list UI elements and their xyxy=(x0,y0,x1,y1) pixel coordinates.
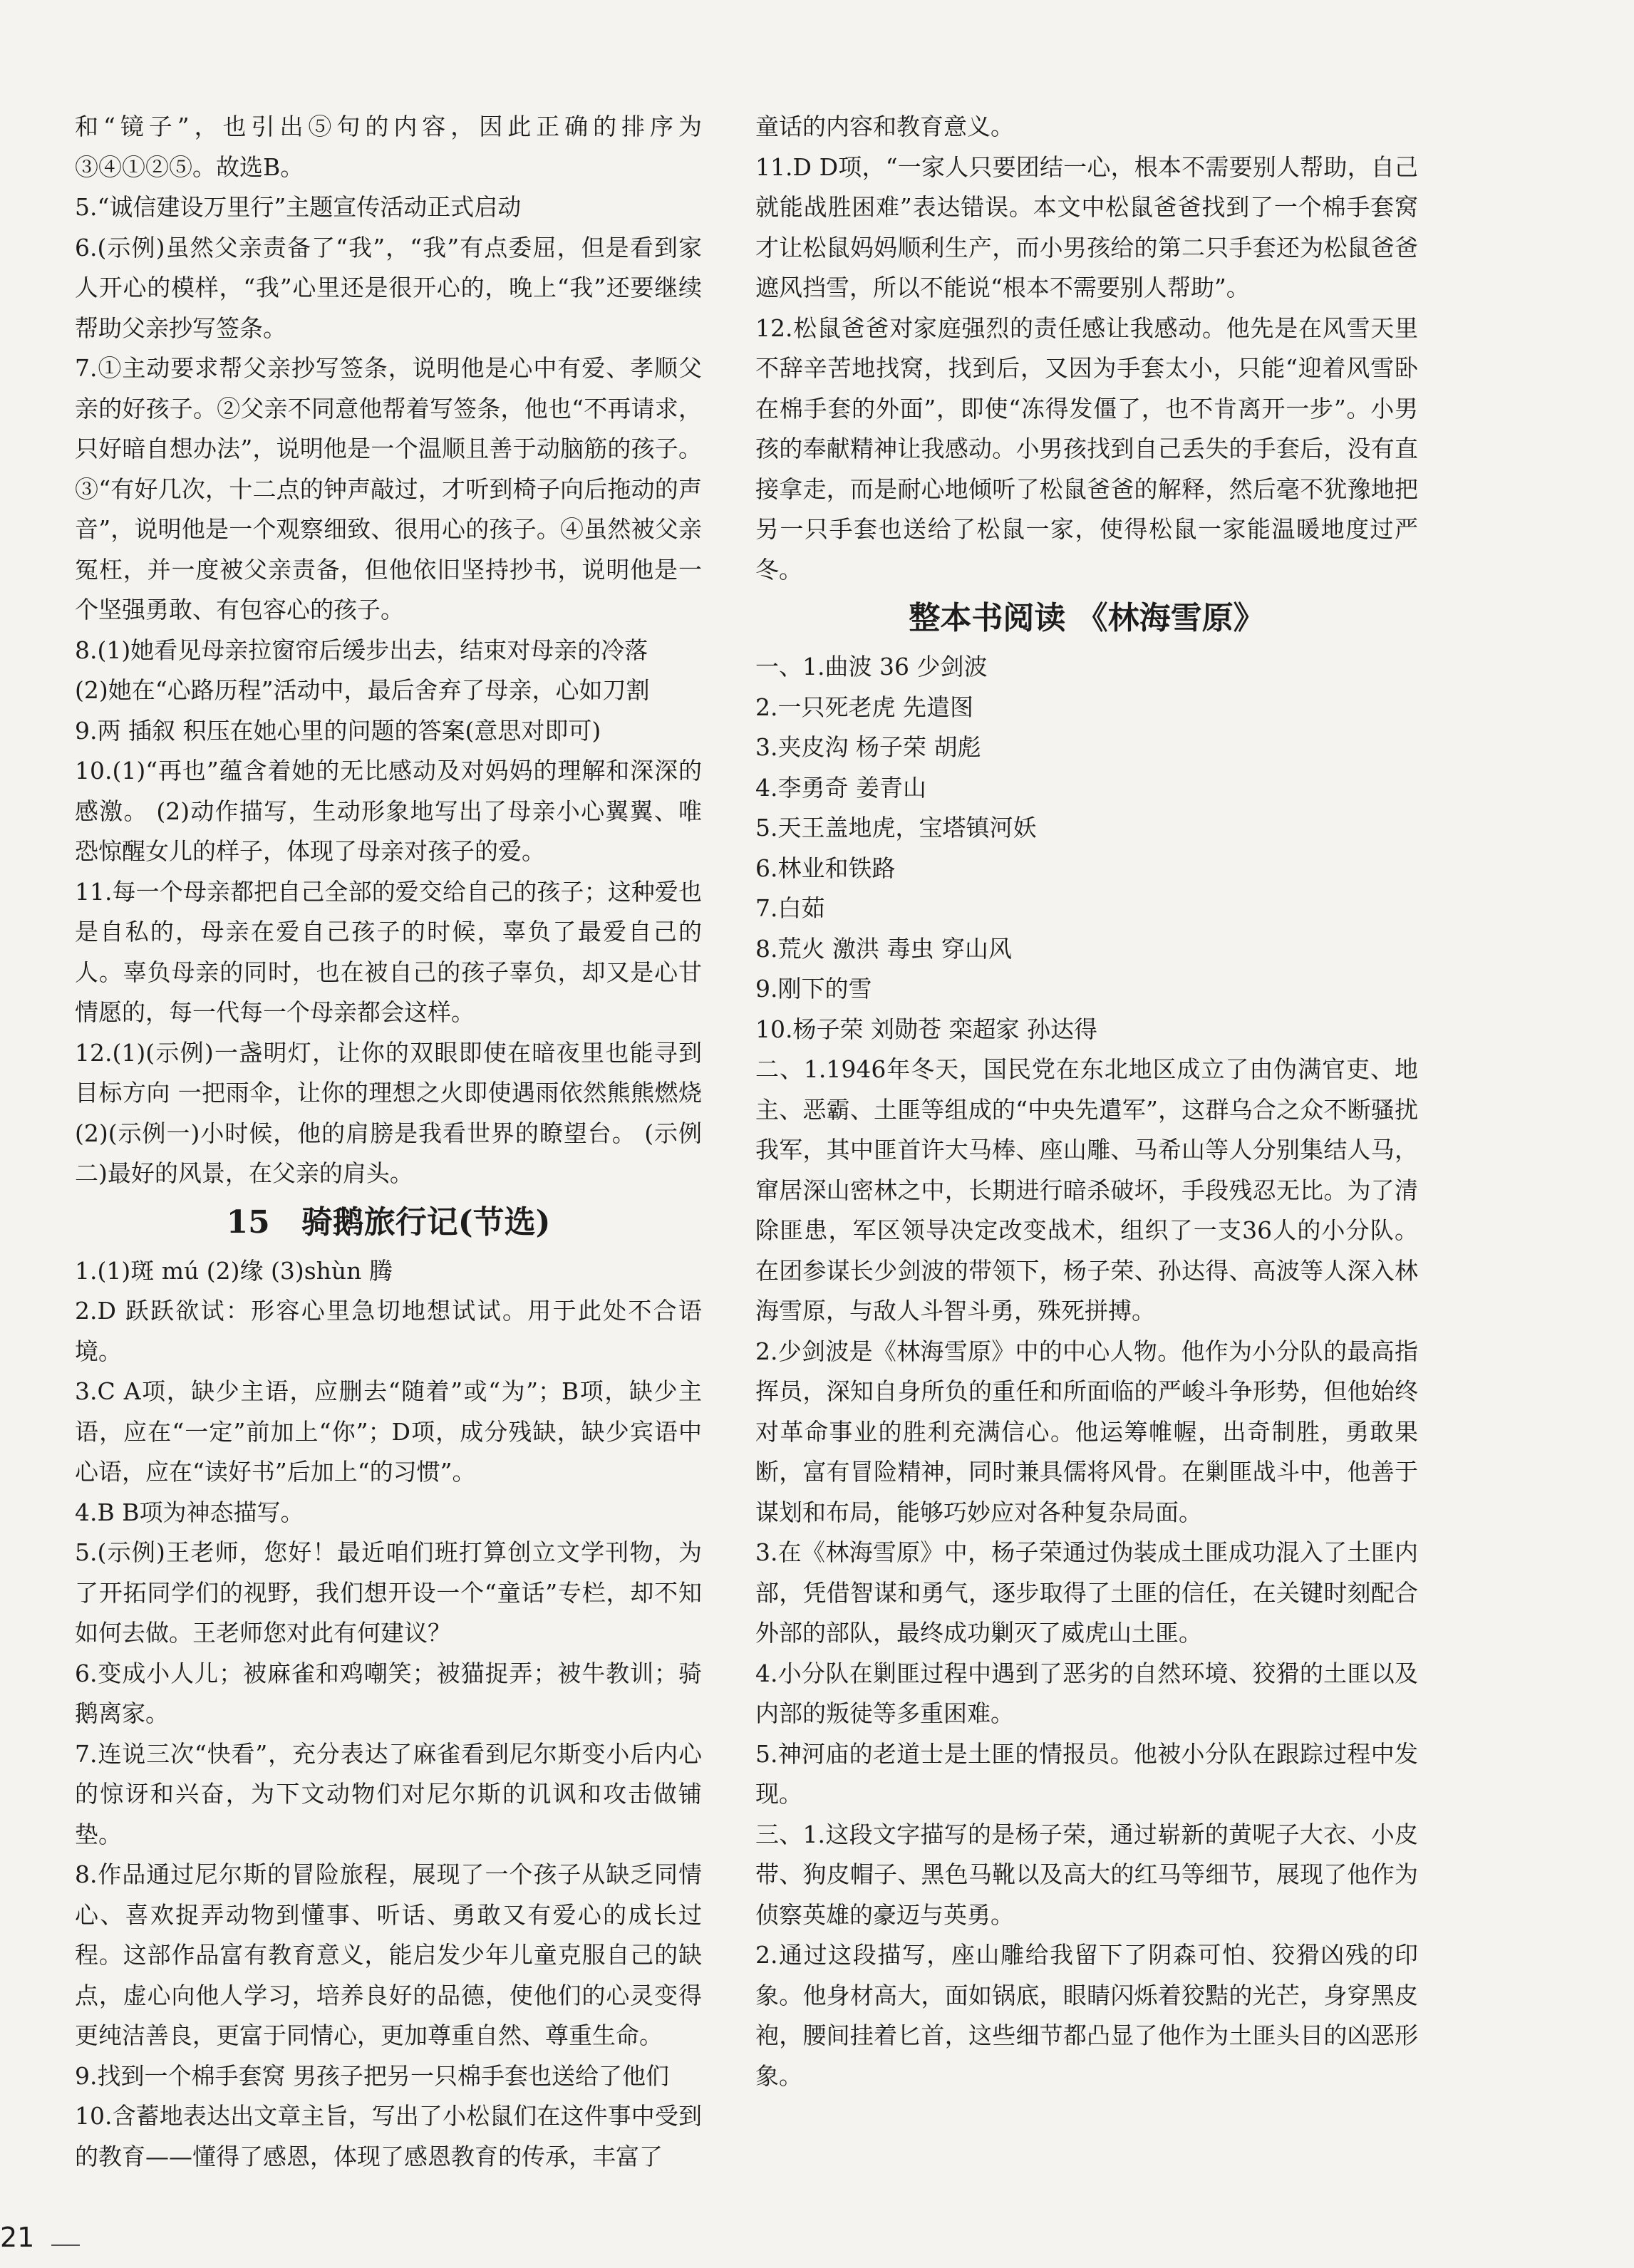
right-column xyxy=(755,107,1418,2096)
answer-paragraph: 一、1.曲波 36 少剑波 xyxy=(755,653,988,680)
answer-paragraph: 6.林业和铁路 xyxy=(755,854,896,882)
answer-paragraph: 7.①主动要求帮父亲抄写签条，说明他是心中有爱、孝顺父亲的好孩子。②父亲不同意他帮着写签条，他也“不再请求，只好暗自想办法”，说明他是一个温顺且善于动脑筋的孩子。③“有好几次，十二点的钟声敲过，才听到椅子向后拖动的声音”，说明他是一个观察细致、很用心的孩子。④虽然被父亲冤枉，并一度被父亲责备，但他依旧坚持抄书，说明他是一个坚强勇敢、有包容心的孩子。 xyxy=(75,354,702,623)
answer-paragraph: 1.(1)斑 mú (2)缘 (3)shùn 腾 xyxy=(75,1256,393,1285)
answer-paragraph: 8.荒火 激洪 毒虫 穿山风 xyxy=(755,934,1012,963)
answer-paragraph: 6.变成小人儿；被麻雀和鸡嘲笑；被猫捉弄；被牛教训；骑鹅离家。 xyxy=(75,1659,702,1727)
answer-paragraph: 11.每一个母亲都把自己全部的爱交给自己的孩子；这种爱也是自私的，母亲在爱自己孩子的时候，辜负了最爱自己的人。辜负母亲的同时，也在被自己的孩子辜负，却又是心甘情愿的，每一代每一个母亲都会这样。 xyxy=(75,877,702,1026)
answer-paragraph: 童话的内容和教育意义。 xyxy=(755,113,1014,140)
answer-paragraph: 8.作品通过尼尔斯的冒险旅程，展现了一个孩子从缺乏同情心、喜欢捉弄动物到懂事、听话、勇敢又有爱心的成长过程。这部作品富有教育意义，能启发少年儿童克服自己的缺点，虚心向他人学习，培养良好的品德，使他们的心灵变得更纯洁善良，更富于同情心，更加尊重自然、尊重生命。 xyxy=(75,1860,702,2049)
page-number-dash xyxy=(51,2244,80,2246)
right-answers-top xyxy=(755,107,1418,590)
left-column xyxy=(75,107,702,2177)
answer-paragraph: 12.松鼠爸爸对家庭强烈的责任感让我感动。他先是在风雪天里不辞辛苦地找窝，找到后，又因为手套太小，只能“迎着风雪卧在棉手套的外面”，即使“冻得发僵了，也不肯离开一步”。小男孩的奉献精神让我感动。小男孩找到自己丢失的手套后，没有直接拿走，而是耐心地倾听了松鼠爸爸的解释，然后毫不犹豫地把另一只手套也送给了松鼠一家，使得松鼠一家能温暖地度过严冬。 xyxy=(755,314,1418,584)
answer-paragraph: 2.少剑波是《林海雪原》中的中心人物。他作为小分队的最高指挥员，深知自身所负的重任和所面临的严峻斗争形势，但他始终对革命事业的胜利充满信心。他运筹帷幄，出奇制胜，勇敢果断，富有冒险精神，同时兼具儒将风骨。在剿匪战斗中，他善于谋划和布局，能够巧妙应对各种复杂局面。 xyxy=(755,1337,1418,1526)
left-answers-top xyxy=(75,107,702,1194)
answer-paragraph: 二、1.1946年冬天，国民党在东北地区成立了由伪满官吏、地主、恶霸、土匪等组成的“中央先遣军”，这群乌合之众不断骚扰我军，其中匪首许大马棒、座山雕、马希山等人分别集结人马，窜居深山密林之中，长期进行暗杀破坏，手段残忍无比。为了清除匪患，军区领导决定改变战术，组织了一支36人的小分队。在团参谋长少剑波的带领下，杨子荣、孙达得、高波等人深入林海雪原，与敌人斗智斗勇，殊死拼搏。 xyxy=(755,1055,1418,1325)
section-number: 15 xyxy=(226,1203,270,1241)
page-number: 21 xyxy=(0,2222,35,2253)
answer-paragraph: 6.(示例)虽然父亲责备了“我”，“我”有点委屈，但是看到家人开心的模样，“我”心里还是很开心的，晚上“我”还要继续帮助父亲抄写签条。 xyxy=(75,233,702,342)
answer-paragraph: 7.白茹 xyxy=(755,894,825,922)
section-title-whole-book: 整本书阅读 《林海雪原》 xyxy=(909,600,1265,636)
answer-paragraph: 三、1.这段文字描写的是杨子荣，通过崭新的黄呢子大衣、小皮带、狗皮帽子、黑色马靴以及高大的红马等细节，展现了他作为侦察英雄的豪迈与英勇。 xyxy=(755,1820,1418,1929)
answer-paragraph: 和“镜子”，也引出⑤句的内容，因此正确的排序为③④①②⑤。故选B。 xyxy=(75,113,702,181)
answer-paragraph: 3.夹皮沟 杨子荣 胡彪 xyxy=(755,733,981,761)
section-title-text: 骑鹅旅行记(节选) xyxy=(301,1203,551,1241)
answer-paragraph: 4.李勇奇 姜青山 xyxy=(755,773,926,802)
answer-paragraph: 10.(1)“再也”蕴含着她的无比感动及对妈妈的理解和深深的感激。 (2)动作描写，生动形象地写出了母亲小心翼翼、唯恐惊醒女儿的样子，体现了母亲对孩子的爱。 xyxy=(75,757,702,865)
answer-paragraph: 3.在《林海雪原》中，杨子荣通过伪装成土匪成功混入了土匪内部，凭借智谋和勇气，逐步取得了土匪的信任，在关键时刻配合外部的部队，最终成功剿灭了威虎山土匪。 xyxy=(755,1538,1418,1647)
answer-paragraph: 8.(1)她看见母亲拉窗帘后缓步出去，结束对母亲的冷落 xyxy=(75,636,648,664)
answer-paragraph: 9.找到一个棉手套窝 男孩子把另一只棉手套也送给了他们 xyxy=(75,2061,669,2090)
answer-paragraph: 10.杨子荣 刘勋苍 栾超家 孙达得 xyxy=(755,1015,1097,1043)
answer-paragraph: 4.B B项为神态描写。 xyxy=(75,1498,304,1526)
answer-paragraph: 11.D D项，“一家人只要团结一心，根本不需要别人帮助，自己就能战胜困难”表达错误。本文中松鼠爸爸找到了一个棉手套窝才让松鼠妈妈顺利生产，而小男孩给的第二只手套还为松鼠爸爸遮风挡雪，所以不能说“根本不需要别人帮助”。 xyxy=(755,152,1418,301)
answer-paragraph: 10.含蓄地表达出文章主旨，写出了小松鼠们在这件事中受到的教育——懂得了感恩，体现了感恩教育的传承，丰富了 xyxy=(75,2102,702,2170)
answer-paragraph: 9.刚下的雪 xyxy=(755,975,872,1003)
answer-paragraph: 4.小分队在剿匪过程中遇到了恶劣的自然环境、狡猾的土匪以及内部的叛徒等多重困难。 xyxy=(755,1659,1418,1727)
answer-paragraph: 5.“诚信建设万里行”主题宣传活动正式启动 xyxy=(75,193,522,221)
answer-paragraph: 5.神河庙的老道士是土匪的情报员。他被小分队在跟踪过程中发现。 xyxy=(755,1739,1418,1808)
answer-paragraph: 12.(1)(示例)一盏明灯，让你的双眼即使在暗夜里也能寻到目标方向 一把雨伞，让你的理想之火即使遇雨依然熊熊燃烧 (2)(示例一)小时候，他的肩膀是我看世界的瞭望台。 (示例二)最好的风景，在父亲的肩头。 xyxy=(75,1038,702,1187)
left-answers-bottom xyxy=(75,1251,702,2178)
answer-paragraph: 5.(示例)王老师，您好！最近咱们班打算创立文学刊物，为了开拓同学们的视野，我们想开设一个“童话”专栏，却不知如何去做。王老师您对此有何建议？ xyxy=(75,1538,702,1647)
answer-paragraph: 7.连说三次“快看”，充分表达了麻雀看到尼尔斯变小后内心的惊讶和兴奋，为下文动物们对尼尔斯的讥讽和攻击做铺垫。 xyxy=(75,1739,702,1848)
answer-paragraph: 5.天王盖地虎，宝塔镇河妖 xyxy=(755,814,1037,842)
right-answers-bottom xyxy=(755,647,1418,2096)
answer-paragraph: 2.一只死老虎 先遣图 xyxy=(755,693,973,721)
answer-paragraph: 2.D 跃跃欲试：形容心里急切地想试试。用于此处不合语境。 xyxy=(75,1297,702,1365)
section-title-15 xyxy=(75,1197,702,1248)
answer-paragraph: 3.C A项，缺少主语，应删去“随着”或“为”；B项，缺少主语，应在“一定”前加上“你”；D项，成分残缺，缺少宾语中心语，应在“读好书”后加上“的习惯”。 xyxy=(75,1377,702,1486)
answer-paragraph: 2.通过这段描写，座山雕给我留下了阴森可怕、狡猾凶残的印象。他身材高大，面如锅底，眼睛闪烁着狡黠的光芒，身穿黑皮袍，腰间挂着匕首，这些细节都凸显了他作为土匪头目的凶恶形象。 xyxy=(755,1941,1418,2090)
answer-paragraph: 9.两 插叙 积压在她心里的问题的答案(意思对即可) xyxy=(75,716,601,745)
answer-paragraph: (2)她在“心路历程”活动中，最后舍弃了母亲，心如刀割 xyxy=(75,676,650,704)
